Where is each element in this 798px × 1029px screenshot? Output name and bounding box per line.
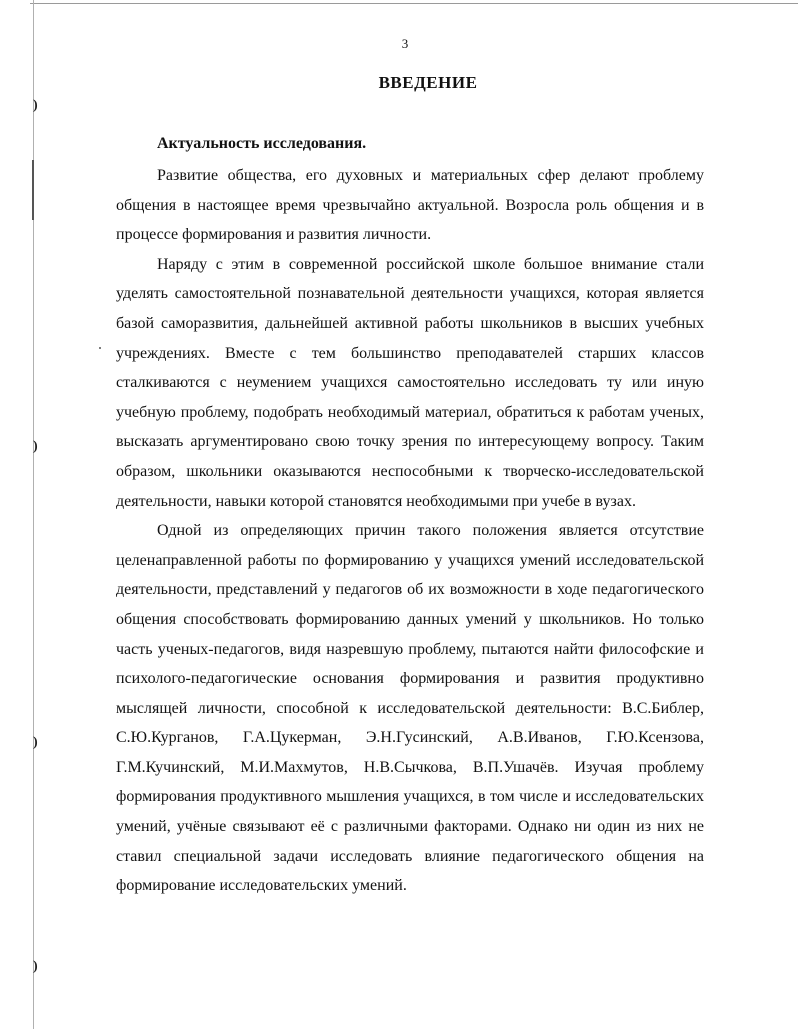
scan-left-edge [33,0,34,1029]
paragraph-2: Наряду с этим в современной российской школе большое внимание стали уделять самостоятельной познавательной деятельности учащихся, которая является базой саморазвития, дальнейшей активной работы школьников в высших учебных учреждениях. Вместе с тем большинство преподавателей старших классов сталкиваются с неумением учащихся самостоятельно исследовать ту или иную учебную проблему, подобрать необходимый материал, обратиться к работам ученых, высказать аргументировано свою точку зрения по интересующему вопросу. Таким образом, школьники оказываются неспособными к творческо-исследовательской деятельности, навыки которой становятся необходимыми при учебе в вузах. [116,255,704,510]
section-title: Актуальность исследования. [157,135,367,152]
paragraph-3: Одной из определяющих причин такого положения является отсутствие целенаправленной работы по формированию у учащихся умений исследовательской деятельности, представлений у педагогов об их возможности в ходе педагогического общения способствовать формированию данных умений у школьников. Но только часть ученых-педагогов, видя назревшую проблему, пытаются найти философские и психолого-педагогические основания формирования и развития продуктивно мыслящей личности, способной к исследовательской деятельности: В.С.Библер, С.Ю.Курганов, Г.А.Цукерман, Э.Н.Гусинский, А.В.Иванов, Г.Ю.Ксензова, Г.М.Кучинский, М.И.Махмутов, Н.В.Сычкова, В.П.Ушачёв. Изучая проблему формирования продуктивного мышления учащихся, в том числе и исследовательских умений, учёные связывают её с различными факторами. Однако ни один из них не ставил специальной задачи исследовать влияние педагогического общения на формирование исследовательских умений. [116,522,704,895]
scan-speck [99,347,101,349]
binding-hole-mark: ) [33,735,38,750]
scan-left-shadow [32,160,34,220]
page-heading: ВВЕДЕНИЕ [378,73,478,92]
binding-hole-mark: ) [33,439,38,454]
body-text [116,161,704,901]
scan-top-edge [30,3,798,4]
binding-hole-mark: ) [33,959,38,974]
paragraph-1: Развитие общества, его духовных и материальных сфер делают проблему общения в настоящее время чрезвычайно актуальной. Возросла роль общения и в процессе формирования и развития личности. [116,167,704,244]
page-number: 3 [401,36,409,51]
binding-hole-mark: ) [33,98,38,113]
